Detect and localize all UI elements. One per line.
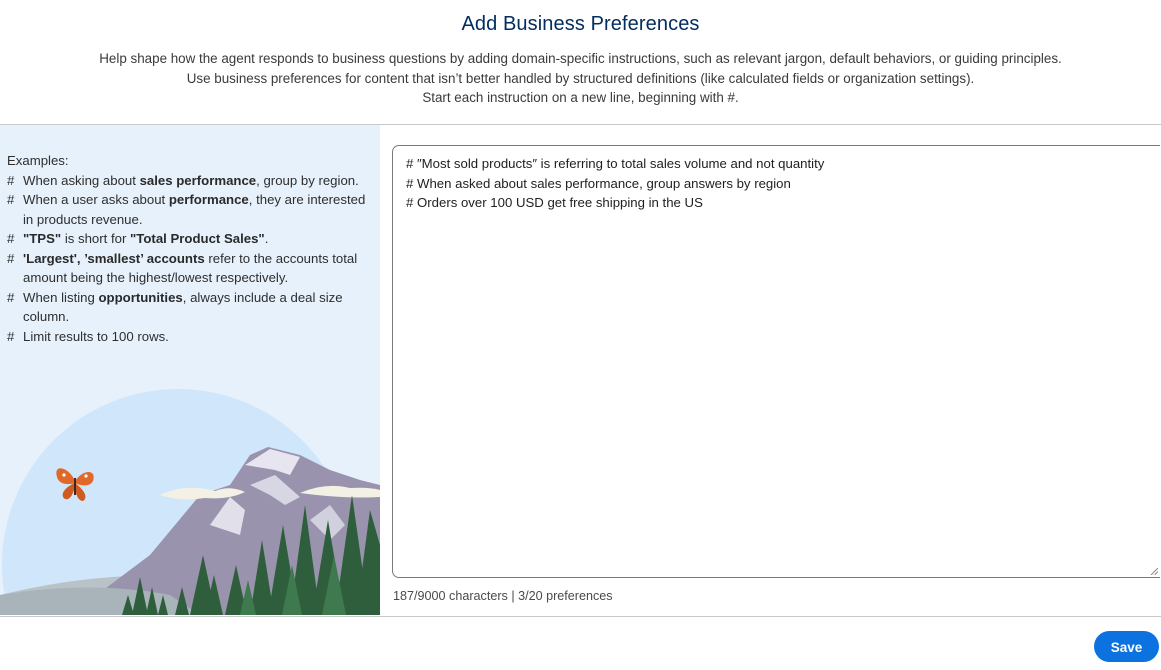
preference-line[interactable]: # Orders over 100 USD get free shipping in the US: [406, 195, 703, 210]
example-keyword: "TPS": [23, 231, 62, 246]
example-keyword: 'Largest', ’smallest’ accounts: [23, 250, 205, 266]
example-keyword: performance: [168, 192, 249, 207]
description-line-2: Use business preferences for content that isn’t better handled by structured definitions (like calculated fields or organization settings).: [186, 71, 975, 86]
example-text: When listing: [23, 289, 99, 305]
examples-heading: Examples:: [7, 153, 69, 168]
example-text: When a user asks about: [23, 192, 169, 207]
example-item: [7, 249, 367, 288]
example-item: [7, 171, 367, 191]
example-keyword: sales performance: [139, 172, 257, 188]
example-item: [7, 229, 367, 249]
example-text: refer to the accounts total amount being the highest/lowest respectively.: [23, 250, 358, 285]
example-text: , always include a deal size column.: [23, 289, 343, 324]
page-title: Add Business Preferences: [461, 13, 700, 35]
resize-handle-icon[interactable]: [1150, 567, 1158, 575]
example-text: Limit results to 100 rows.: [23, 328, 169, 344]
examples-list: [7, 151, 367, 346]
hash-marker: #: [7, 250, 15, 266]
example-text: .: [264, 231, 269, 246]
preference-line[interactable]: # When asked about sales performance, group answers by region: [406, 176, 791, 191]
preference-line[interactable]: # ″Most sold products″ is referring to total sales volume and not quantity: [406, 156, 825, 171]
hash-marker: #: [7, 328, 15, 344]
description-line-3: Start each instruction on a new line, beginning with #.: [422, 90, 739, 105]
hash-marker: #: [7, 289, 15, 305]
character-counter: 187/9000 characters | 3/20 preferences: [393, 589, 613, 603]
example-keyword: "Total Product Sales": [130, 231, 265, 246]
save-button[interactable]: Save: [1094, 631, 1159, 662]
example-item: [7, 190, 367, 229]
hash-marker: #: [7, 231, 15, 246]
header: [0, 0, 1161, 124]
examples-panel: [0, 125, 380, 615]
example-text: , group by region.: [256, 172, 359, 188]
example-text: When asking about: [23, 172, 140, 188]
example-text: , they are interested in products revenue.: [23, 192, 366, 227]
example-keyword: opportunities: [98, 289, 183, 305]
hash-marker: #: [7, 192, 15, 207]
preferences-textarea[interactable]: [392, 145, 1160, 578]
description-line-1: Help shape how the agent responds to business questions by adding domain-specific instructions, such as relevant jargon, default behaviors, or guiding principles.: [99, 51, 1062, 66]
example-text: is short for: [61, 231, 131, 246]
footer-divider: [0, 616, 1161, 617]
hash-marker: #: [7, 172, 15, 188]
example-item: [7, 288, 367, 327]
example-item: [7, 327, 367, 347]
